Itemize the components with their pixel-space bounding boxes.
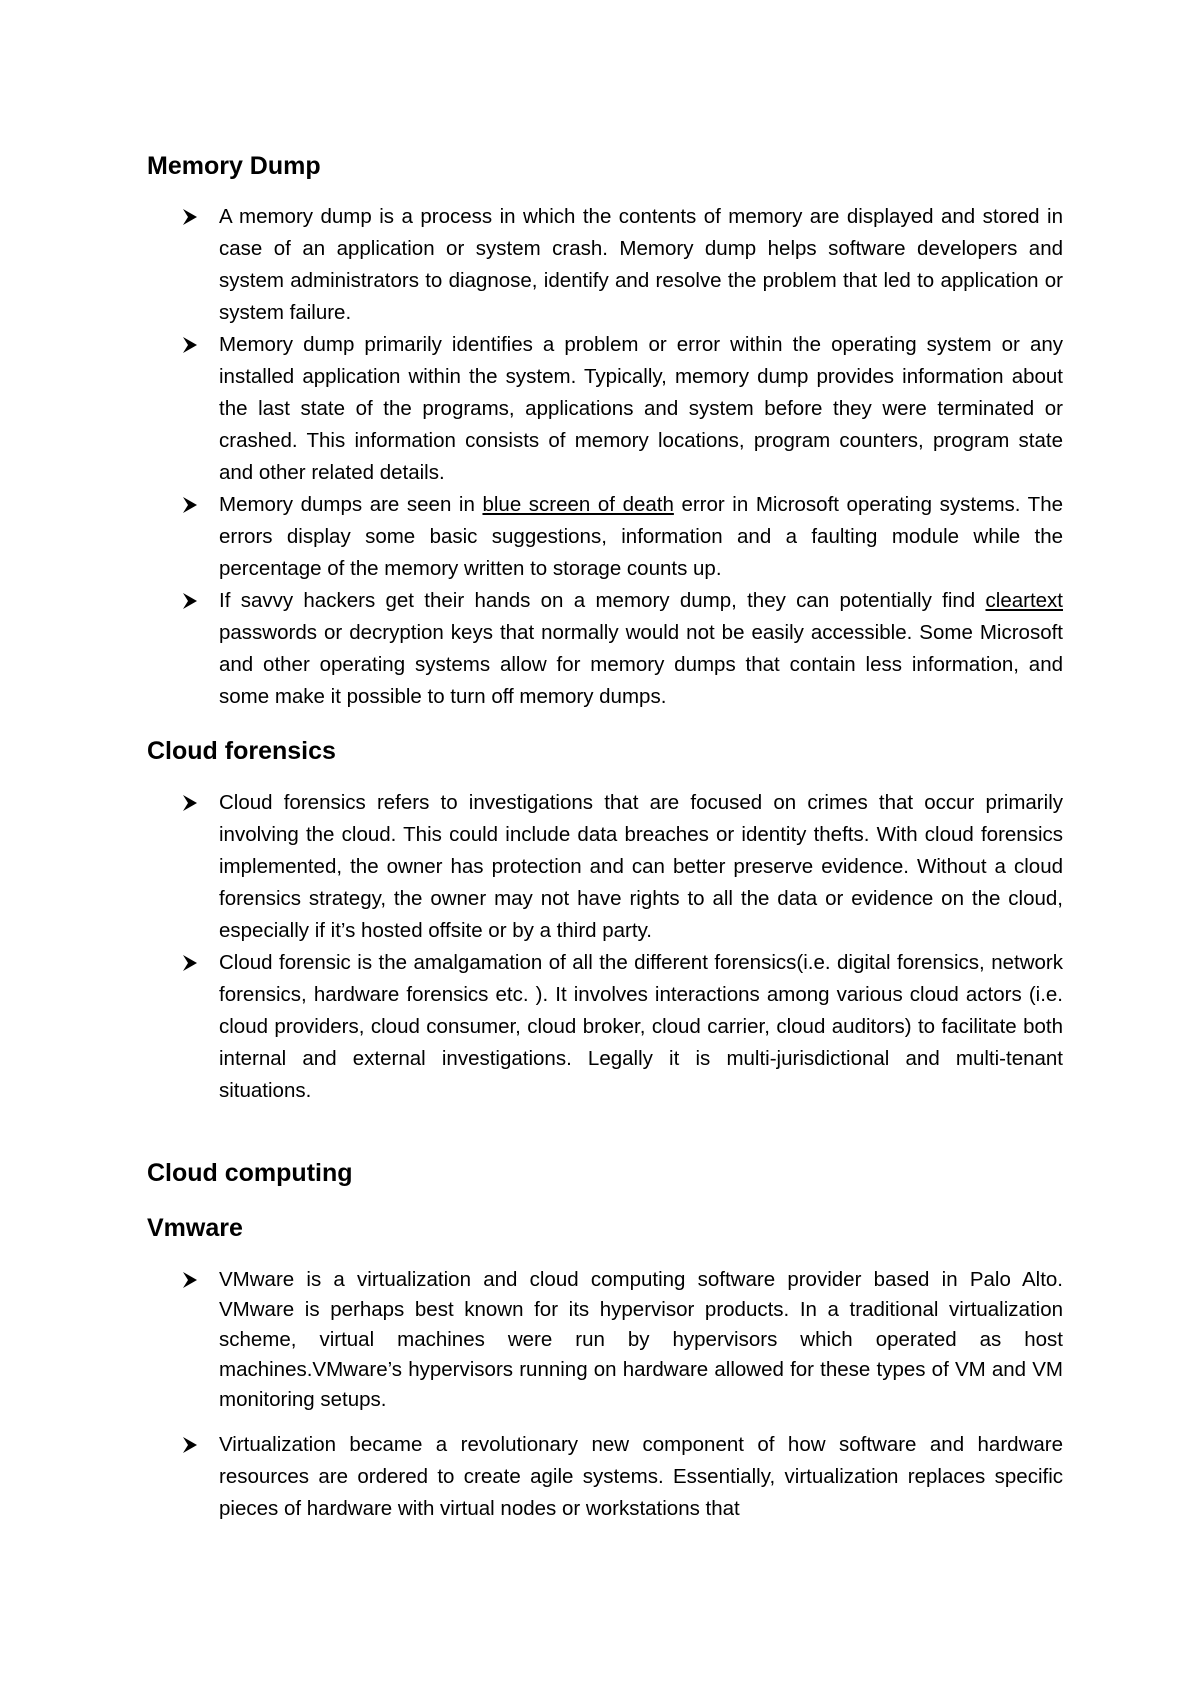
arrowhead-bullet-icon: [182, 954, 198, 972]
bullet-text-post: error in Microsoft operating systems. The errors display some basic suggestions, information and a faulting module while the percentage of the memory written to storage counts up.: [219, 493, 1064, 580]
list-item: [147, 329, 1063, 489]
list-item: [147, 1429, 1063, 1525]
list-item: [147, 1265, 1063, 1415]
cleartext-link[interactable]: cleartext: [985, 589, 1063, 612]
heading-vmware: Vmware: [147, 1214, 243, 1242]
bullet-text-post: passwords or decryption keys that normally would not be easily accessible. Some Microsoft and other operating systems allow for memory dumps that contain less information, and some make it possible to turn off memory dumps.: [219, 621, 1063, 708]
list-item: [147, 787, 1063, 947]
memory-dump-list: [147, 201, 1063, 713]
arrowhead-bullet-icon: [182, 592, 198, 610]
heading-cloud-computing: Cloud computing: [147, 1159, 353, 1187]
arrowhead-bullet-icon: [182, 336, 198, 354]
list-item: [147, 201, 1063, 329]
bullet-text-pre: Memory dumps are seen in: [219, 493, 483, 516]
heading-memory-dump: Memory Dump: [147, 152, 321, 180]
list-item: [147, 947, 1063, 1107]
bullet-text: A memory dump is a process in which the contents of memory are displayed and stored in case of an application or system crash. Memory dump helps software developers and system administrators to diagnose, identify and resolve the problem that led to application or system failure.: [219, 205, 1063, 324]
bullet-text-pre: If savvy hackers get their hands on a memory dump, they can potentially find: [219, 589, 986, 612]
arrowhead-bullet-icon: [182, 794, 198, 812]
bullet-text: Virtualization became a revolutionary new component of how software and hardware resources are ordered to create agile systems. Essentially, virtualization replaces specific pieces of hardware with virtual nodes or workstations that: [219, 1433, 1063, 1520]
blue-screen-of-death-link[interactable]: blue screen of death: [482, 493, 674, 516]
vmware-list: [147, 1265, 1063, 1525]
bullet-text: Cloud forensics refers to investigations that are focused on crimes that occur primarily involving the cloud. This could include data breaches or identity thefts. With cloud forensics implemented, the owner has protection and can better preserve evidence. Without a cloud forensics strategy, the owner may not have rights to all the data or evidence on the cloud, especially if it’s hosted offsite or by a third party.: [219, 791, 1063, 942]
list-item: [147, 489, 1063, 585]
bullet-text: Cloud forensic is the amalgamation of all the different forensics(i.e. digital forensics, network forensics, hardware forensics etc. ). It involves interactions among various cloud actors (i.e. cloud providers, cloud consumer, cloud broker, cloud carrier, cloud auditors) to facilitate both internal and external investigations. Legally it is multi-jurisdictional and multi-tenant situations.: [219, 951, 1063, 1102]
arrowhead-bullet-icon: [182, 496, 198, 514]
cloud-forensics-list: [147, 787, 1063, 1107]
arrowhead-bullet-icon: [182, 1271, 198, 1289]
list-item: [147, 585, 1063, 713]
arrowhead-bullet-icon: [182, 1436, 198, 1454]
arrowhead-bullet-icon: [182, 208, 198, 226]
bullet-text: Memory dump primarily identifies a problem or error within the operating system or any installed application within the system. Typically, memory dump provides information about the last state of the programs, applications and system before they were terminated or crashed. This information consists of memory locations, program counters, program state and other related details.: [219, 333, 1063, 484]
heading-cloud-forensics: Cloud forensics: [147, 737, 336, 765]
bullet-text: VMware is a virtualization and cloud computing software provider based in Palo Alto. VMware is perhaps best known for its hypervisor products. In a traditional virtualization scheme, virtual machines were run by hypervisors which operated as host machines.VMware’s hypervisors running on hardware allowed for these types of VM and VM monitoring setups.: [219, 1268, 1063, 1411]
